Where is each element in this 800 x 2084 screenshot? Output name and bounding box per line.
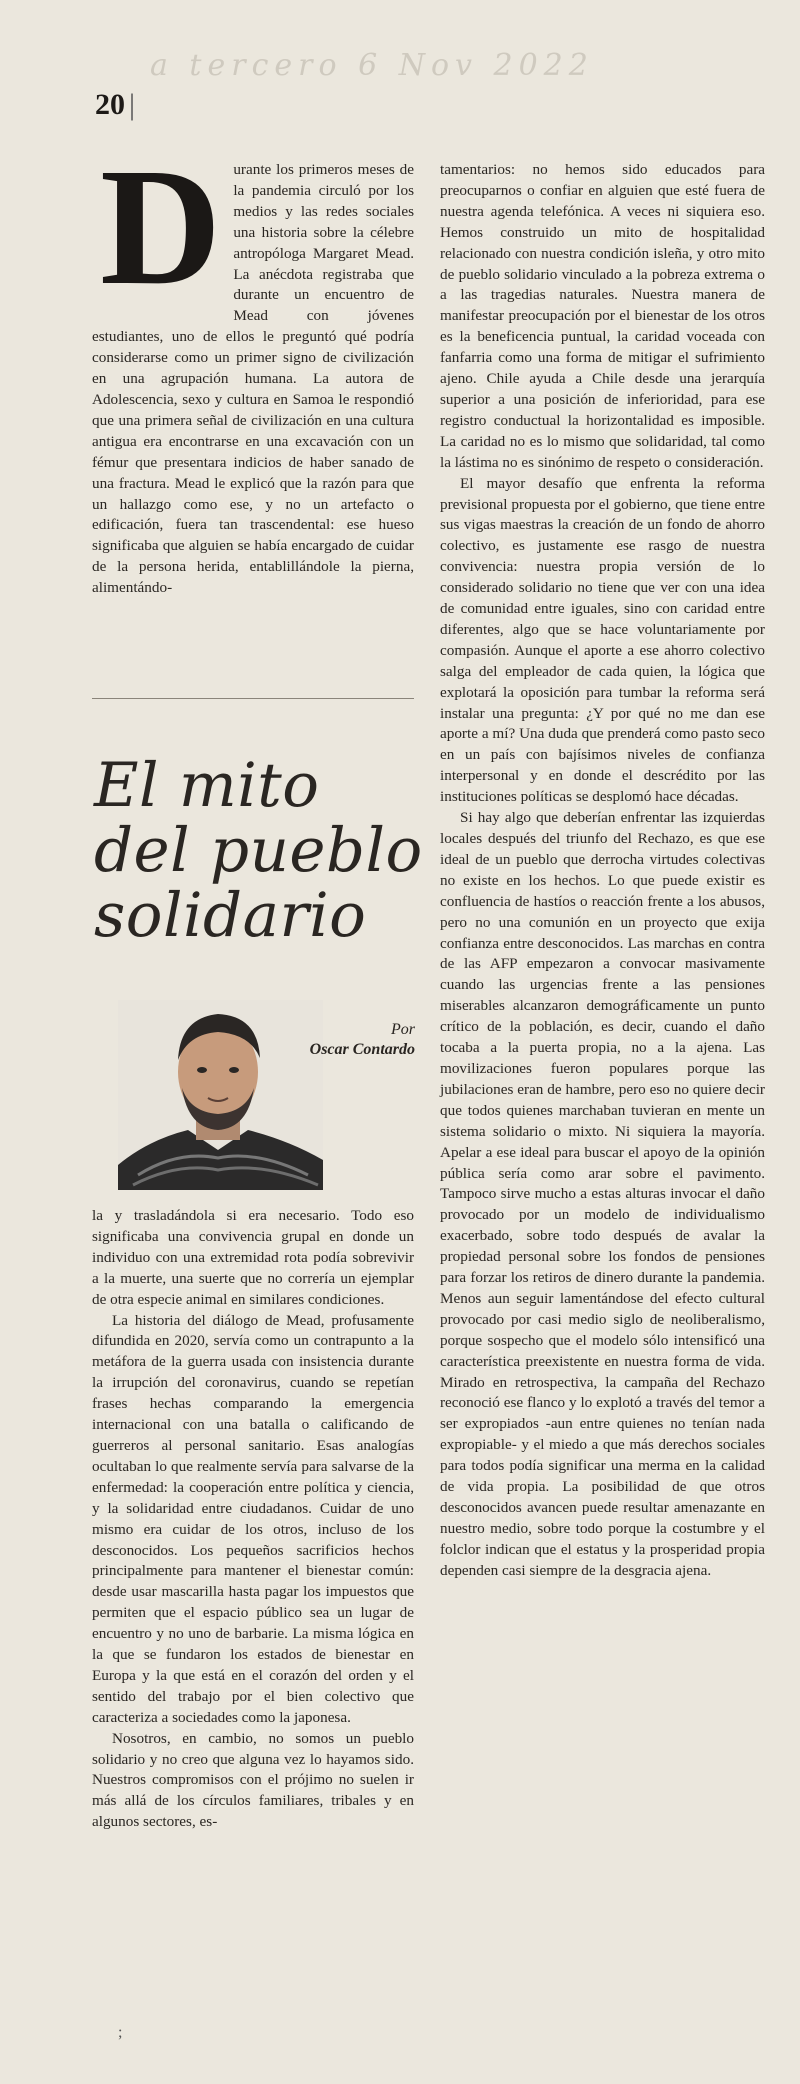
article-paragraph: El mayor desafío que enfrenta la reforma previsional propuesta por el gobierno, que tiene entre sus vigas maestras la creación de un fondo de ahorro colectivo, es justamente ese rasgo de nuestra convivencia: nuestra propia versión de lo considerado solidario no tiene que ver con una idea de comunidad entre iguales, sino con caridad entre diferentes, algo que se hace voluntariamente por compasión. Aunque el aporte a ese ahorro colectivo salga del empleador de cada quien, la lógica que explotará la oposición para tumbar la reforma será instalar una pregunta: ¿Y por qué no me dan ese aporte a mí? Una duda que prenderá como pasto seco en un país con bajísimos niveles de confianza interpersonal y en donde el descrédito por las instituciones políticas se desplomó hace décadas.: [440, 474, 765, 806]
folio-divider: |: [129, 88, 136, 121]
article-headline: El mito del pueblo solidario: [94, 749, 423, 951]
article-paragraph: la y trasladándola si era necesario. Todo eso significaba una convivencia grupal en donde un individuo con una extremidad rota podía sobrevivir a la muerte, una suerte que no correría un ejemplar de otra especie animal en similares condiciones.: [92, 1207, 414, 1308]
page-number: [95, 88, 135, 122]
author-portrait-image: [118, 1000, 323, 1190]
article-left-column-continued: [92, 1206, 414, 1833]
article-intro-paragraph: urante los primeros meses de la pandemia circuló por los medios y las redes sociales una historia sobre la célebre antropóloga Margaret Mead. La anécdota registraba que durante un encuentro de Mead con jóvenes estudiantes, uno de ellos le preguntó qué podría considerarse como un primer signo de civilización en una agrupación humana. La autora de Adolescencia, sexo y cultura en Samoa le respondió que una primera señal de civilización en una cultura antigua era encontrarse en una excavación con un fémur que presentara indicios de haber sanado de una fractura. Mead le explicó que la razón para que un hallazgo como ese, y no un artefacto o edificación, fuera tan trascendental: ese hueso significaba que alguien se había encargado de cuidar de la persona herida, entablillándole la pierna, alimentándo-: [92, 161, 414, 597]
article-right-column: [440, 160, 765, 1582]
article-intro-column: [92, 134, 414, 599]
article-paragraph: Si hay algo que deberían enfrentar las izquierdas locales después del triunfo del Rechazo, es que ese ideal de un pueblo que derrocha virtudes colectivas no existe en los hechos. Lo que puede existir es confluencia de hastíos o reacción frente a los abusos, pero no una comunión en un proyecto que exija confianza entre desconocidos. Las marchas en contra de las AFP empezaron a convocar masivamente cuando las urgencias frente a las pensiones miserables alcanzaron demográficamente un punto crítico de la población, es decir, cuando el daño tocaba a la puerta propia, no a la ajena. Las movilizaciones fueron populares porque las jubilaciones eran de hambre, pero eso no quiere decir que todos quienes marchaban tuvieran en mente un sistema solidario o mixto. Ni siquiera la mayoría. Apelar a ese ideal para buscar el apoyo de la opinión pública sería como arar sobre el pavimento. Tampoco sirve mucho a estas alturas invocar el daño provocado por un modelo de individualismo exacerbado, sobre todo después de avalar la propiedad personal sobre los fondos de pensiones para forzar los retiros de dinero durante la pandemia. Menos aun seguir lamentándose del efecto cultural provocado por casi medio siglo de neoliberalismo, porque sospecho que el modelo sólo intensificó una característica preexistente en nuestra forma de vida. Mirado en retrospectiva, la campaña del Rechazo reconoció ese flanco y lo explotó a través del temor a ser expropiados -aun entre quienes no tenían nada expropiable- y el miedo a que más derechos sociales para todos podía significar una merma en la calidad de vida propia. La posibilidad de que otros desconocidos avancen puede resultar amenazante en nuestro medio, sobre todo porque la costumbre y el folclor indican que el estatus y la prosperidad propia dependen casi siempre de la desgracia ajena.: [440, 809, 765, 1579]
article-paragraph: La historia del diálogo de Mead, profusamente difundida en 2020, servía como un contrapunto a la metáfora de la guerra usada con insistencia durante la irrupción del coronavirus, cuando se repetían frases hechas comparando la emergencia internacional con una batalla o calificando de guerreros al personal sanitario. Esas analogías ocultaban lo que realmente servía para salvarse de la enfermedad: la cooperación entre política y ciencia, y la solidaridad entre ciudadanos. Cuidar de uno mismo era cuidar de los otros, incluso de los desconocidos. Los pequeños sacrificios hechos principalmente para mantener el bienestar común: desde usar mascarilla hasta pagar los impuestos que permiten que el espacio público sea un lugar de encuentro y no uno de barbarie. La misma lógica en la que se fundaron los estados de bienestar en Europa y la que está en el corazón del orden y el sentido del trabajo por el bien colectivo que caracteriza a sociedades como la japonesa.: [92, 1311, 414, 1726]
drop-cap: D: [100, 134, 222, 320]
page-number-value: 20: [95, 88, 125, 121]
headline-divider: [92, 698, 414, 699]
handwritten-date-note: a tercero 6 Nov 2022: [150, 48, 594, 83]
byline-prefix: Por: [391, 1021, 415, 1038]
footer-mark: ;: [118, 2024, 123, 2041]
article-byline: [300, 1020, 415, 1060]
author-photo: [118, 1000, 323, 1190]
article-paragraph: tamentarios: no hemos sido educados para preocuparnos o confiar en alguien que esté fuera de nuestra agenda telefónica. A veces ni siquiera eso. Hemos construido un mito de hospitalidad relacionado con nuestra condición isleña, y otro mito de pueblo solidario vinculado a la pobreza extrema o a las tragedias naturales. Nuestra manera de manifestar preocupación por el bienestar de los otros es la beneficencia puntual, la caridad voceada con fanfarria como una forma de mitigar el sufrimiento ajeno. Chile ayuda a Chile desde una jerarquía superior a una posición de inferioridad, para ese registro conductual la horizontalidad es imposible. La caridad no es lo mismo que solidaridad, tal como la lástima no es sinónimo de respeto o consideración.: [440, 161, 765, 471]
article-paragraph: Nosotros, en cambio, no somos un pueblo solidario y no creo que alguna vez lo hayamos sido. Nuestros compromisos con el prójimo no suelen ir más allá de los círculos familiares, tribales y en algunos sectores, es-: [92, 1729, 414, 1831]
author-name: Oscar Contardo: [309, 1041, 415, 1058]
